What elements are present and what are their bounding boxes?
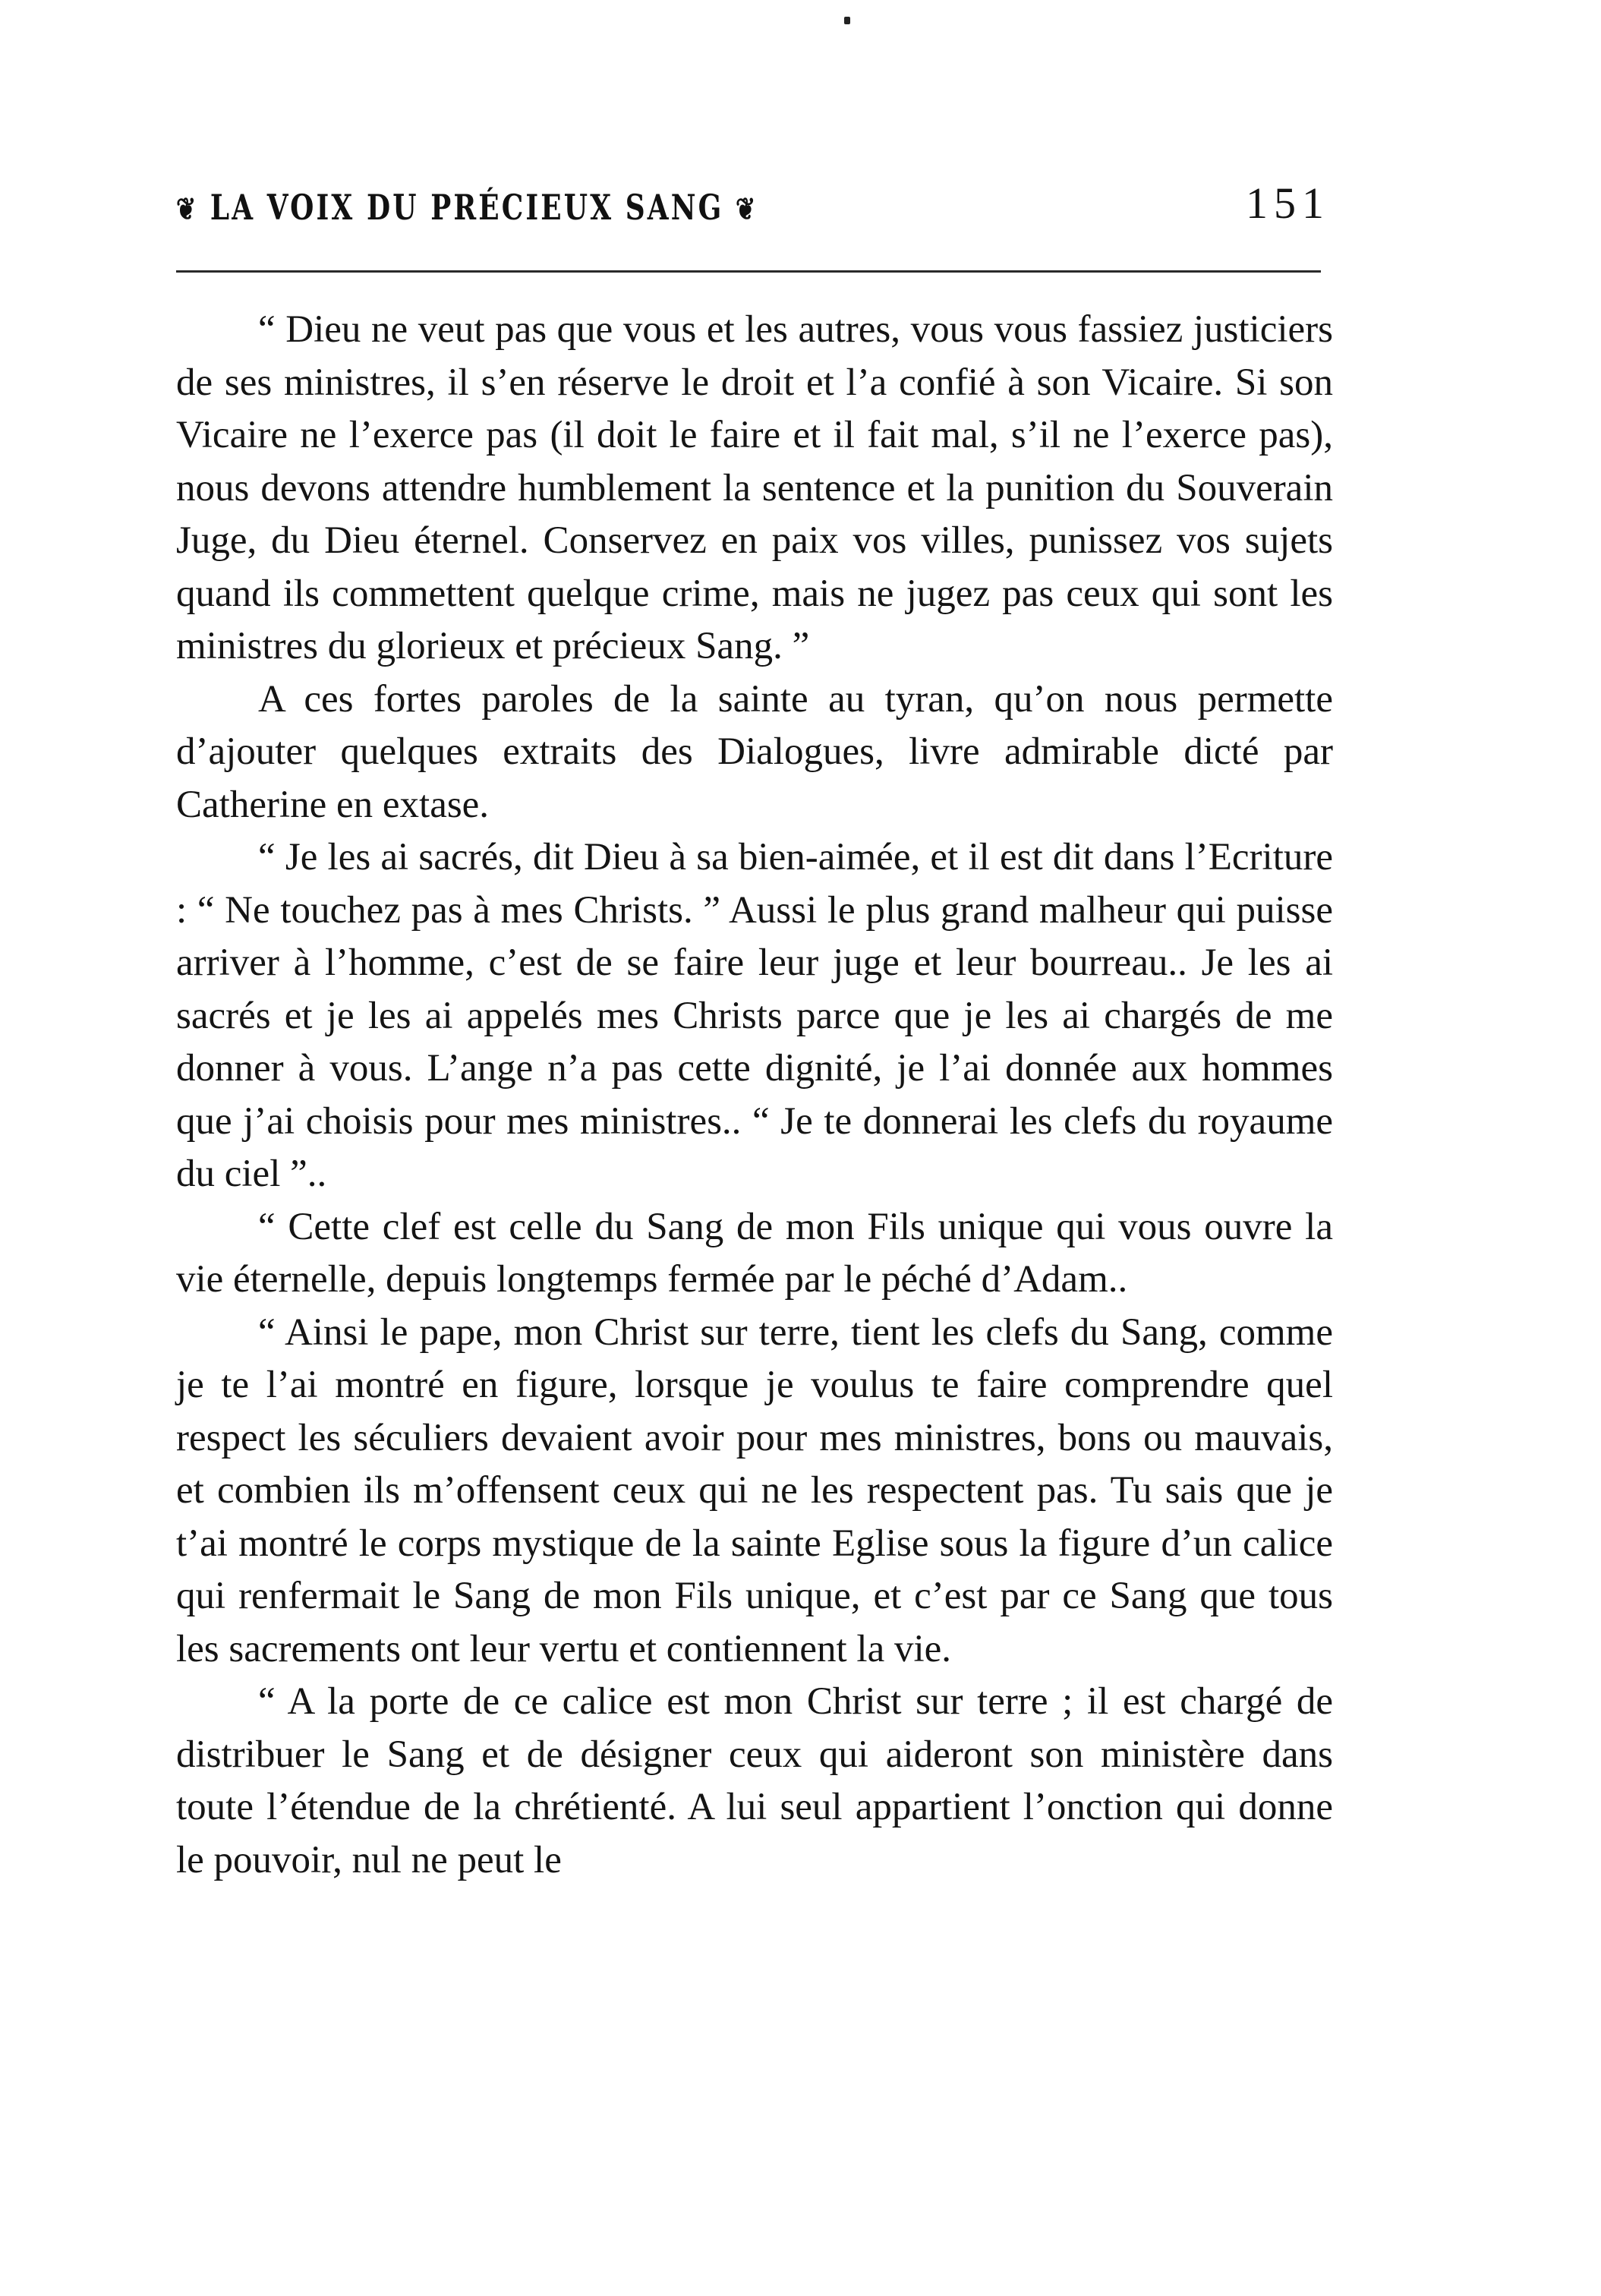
- paragraph: A ces fortes paroles de la sainte au tyran, qu’on nous permette d’ajouter quelques extraits des Dialogues, livre admirable dicté par Catherine en extase.: [176, 677, 1333, 826]
- paragraph: “ Dieu ne veut pas que vous et les autres, vous vous fassiez justiciers de ses ministres, il s’en réserve le droit et l’a confié à son Vicaire. Si son Vicaire ne l’exerce pas (il doit le faire et il fait mal, s’il ne l’exerce pas), nous devons attendre humblement la sentence et la punition du Souverain Juge, du Dieu éternel. Conservez en paix vos villes, punissez vos sujets quand ils commettent quelque crime, mais ne jugez pas ceux qui sont les ministres du glorieux et précieux Sang. ”: [176, 308, 1333, 667]
- ornament-right-icon: ❦: [736, 191, 758, 227]
- running-header: [176, 176, 1330, 237]
- paragraph: “ A la porte de ce calice est mon Christ sur terre ; il est chargé de distribuer le Sang et de désigner ceux qui aideront son ministère dans toute l’étendue de la chrétienté. A lui seul appartient l’onction qui donne le pouvoir, nul ne peut le: [176, 1680, 1333, 1881]
- running-title-text: LA VOIX DU PRÉCIEUX SANG: [210, 187, 724, 228]
- page-number: 151: [1246, 178, 1330, 228]
- ink-speck: [844, 17, 850, 24]
- running-title: [176, 187, 993, 228]
- paragraph: “ Cette clef est celle du Sang de mon Fils unique qui vous ouvre la vie éternelle, depuis longtemps fermée par le péché d’Adam..: [176, 1205, 1333, 1301]
- paragraph: “ Je les ai sacrés, dit Dieu à sa bien-aimée, et il est dit dans l’Ecriture : “ Ne touchez pas à mes Christs. ” Aussi le plus grand malheur qui puisse arriver à l’homme, c’est de se faire leur juge et leur bourreau.. Je les ai sacrés et je les ai appelés mes Christs parce que je les ai chargés de me donner à vous. L’ange n’a pas cette dignité, je l’ai donnée aux hommes que j’ai choisis pour mes ministres.. “ Je te donnerai les clefs du royaume du ciel ”..: [176, 836, 1333, 1195]
- header-rule: [176, 270, 1321, 273]
- body-text: [176, 304, 1333, 1887]
- paragraph: “ Ainsi le pape, mon Christ sur terre, tient les clefs du Sang, comme je te l’ai montré en figure, lorsque je voulus te faire comprendre quel respect les séculiers devaient avoir pour mes ministres, bons ou mauvais, et combien ils m’offensent ceux qui ne les respectent pas. Tu sais que je t’ai montré le corps mystique de la sainte Eglise sous la figure d’un calice qui renfermait le Sang de mon Fils unique, et c’est par ce Sang que tous les sacrements ont leur vertu et contiennent la vie.: [176, 1310, 1333, 1670]
- ornament-left-icon: ❦: [176, 191, 199, 227]
